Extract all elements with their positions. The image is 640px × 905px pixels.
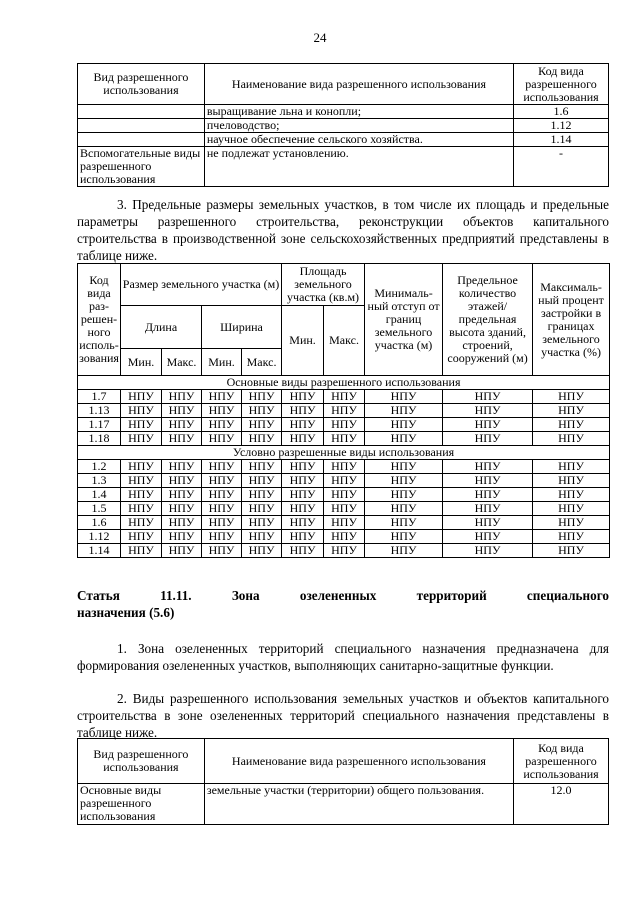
heading-word: Статья: [77, 588, 120, 603]
section-conditional-uses: Условно разрешенные виды использования: [78, 446, 610, 460]
paragraph-1-text: 1. Зона озелененных территорий специального назначения предназначена для формирования озелененных участков, выполняющих санитарно-защитные функции.: [77, 641, 609, 673]
table-row: [78, 544, 610, 558]
npu-cell: НПУ: [121, 418, 162, 432]
heading-word: озелененных: [299, 588, 377, 603]
npu-cell: НПУ: [282, 390, 324, 404]
npu-cell: НПУ: [162, 474, 202, 488]
use-code-cell: 1.6: [514, 105, 609, 119]
npu-cell: НПУ: [242, 432, 282, 446]
use-name-cell: пчеловодство;: [204, 119, 513, 133]
npu-cell: НПУ: [324, 516, 365, 530]
npu-cell: НПУ: [121, 432, 162, 446]
use-name-cell: научное обеспечение сельского хозяйства.: [204, 133, 513, 147]
use-kind-cell: [78, 105, 205, 119]
table-header-row: [78, 64, 609, 105]
npu-cell: НПУ: [533, 544, 610, 558]
article-heading-line-1: [77, 587, 609, 604]
npu-cell: НПУ: [365, 474, 443, 488]
npu-cell: НПУ: [324, 460, 365, 474]
header-area: Площадь земельного участка (кв.м): [282, 264, 365, 306]
npu-cell: НПУ: [365, 544, 443, 558]
heading-word: Зона: [231, 588, 260, 603]
npu-cell: НПУ: [443, 418, 533, 432]
npu-cell: НПУ: [121, 474, 162, 488]
npu-cell: НПУ: [242, 544, 282, 558]
npu-cell: НПУ: [121, 404, 162, 418]
npu-cell: НПУ: [202, 404, 242, 418]
npu-cell: НПУ: [533, 460, 610, 474]
npu-cell: НПУ: [443, 460, 533, 474]
npu-cell: НПУ: [365, 460, 443, 474]
npu-cell: НПУ: [242, 516, 282, 530]
npu-cell: НПУ: [324, 418, 365, 432]
header-use-code: Код вида разрешенного использования: [514, 64, 609, 105]
npu-cell: НПУ: [443, 404, 533, 418]
npu-cell: НПУ: [121, 544, 162, 558]
npu-cell: НПУ: [202, 502, 242, 516]
table-row: [78, 432, 610, 446]
npu-cell: НПУ: [533, 502, 610, 516]
npu-cell: НПУ: [282, 530, 324, 544]
paragraph-2: [77, 690, 609, 741]
table-row: [78, 119, 609, 133]
header-length-max: Макс.: [162, 349, 202, 376]
npu-cell: НПУ: [282, 418, 324, 432]
npu-cell: НПУ: [365, 418, 443, 432]
permitted-use-table-continued: [77, 63, 609, 187]
npu-cell: НПУ: [121, 390, 162, 404]
code-cell: 1.7: [78, 390, 121, 404]
header-width-min: Мин.: [202, 349, 242, 376]
npu-cell: НПУ: [121, 530, 162, 544]
green-zone-permitted-use-table: [77, 738, 609, 825]
main-uses-group: [78, 376, 610, 446]
section-main-uses: Основные виды разрешенного использования: [78, 376, 610, 390]
code-cell: 1.14: [78, 544, 121, 558]
npu-cell: НПУ: [443, 502, 533, 516]
table-row: [78, 784, 609, 825]
use-code-cell: 1.14: [514, 133, 609, 147]
npu-cell: НПУ: [324, 474, 365, 488]
paragraph-1: [77, 640, 609, 674]
npu-cell: НПУ: [121, 460, 162, 474]
header-use-name: Наименование вида разрешенного использования: [204, 739, 513, 784]
npu-cell: НПУ: [324, 530, 365, 544]
use-name-cell: выращивание льна и конопли;: [204, 105, 513, 119]
npu-cell: НПУ: [282, 544, 324, 558]
code-cell: 1.18: [78, 432, 121, 446]
table-row: [78, 502, 610, 516]
npu-cell: НПУ: [242, 390, 282, 404]
npu-cell: НПУ: [162, 432, 202, 446]
npu-cell: НПУ: [202, 488, 242, 502]
use-name-cell: земельные участки (территории) общего пользования.: [204, 784, 513, 825]
npu-cell: НПУ: [162, 516, 202, 530]
npu-cell: НПУ: [162, 502, 202, 516]
header-length: Длина: [121, 306, 202, 349]
npu-cell: НПУ: [365, 390, 443, 404]
npu-cell: НПУ: [443, 488, 533, 502]
npu-cell: НПУ: [365, 502, 443, 516]
npu-cell: НПУ: [162, 404, 202, 418]
npu-cell: НПУ: [282, 502, 324, 516]
npu-cell: НПУ: [365, 488, 443, 502]
paragraph-3-text: 3. Предельные размеры земельных участков, в том числе их площадь и предельные параметры разрешенного строительства, реконструкции объектов капитального строительства в производственной зоне сельскохозяйственных предприятий представлены в таблице ниже.: [77, 197, 609, 263]
npu-cell: НПУ: [324, 544, 365, 558]
paragraph-3: [77, 196, 609, 264]
table-row: [78, 418, 610, 432]
npu-cell: НПУ: [533, 474, 610, 488]
table-row: [78, 516, 610, 530]
header-use-kind: Вид разрешенного использования: [78, 64, 205, 105]
header-use-kind: Вид разрешенного использования: [78, 739, 205, 784]
npu-cell: НПУ: [202, 474, 242, 488]
npu-cell: НПУ: [533, 390, 610, 404]
table-row: [78, 488, 610, 502]
npu-cell: НПУ: [202, 432, 242, 446]
header-floors: Предельное количество этажей/ предельная высота зданий, строений, сооружений (м): [443, 264, 533, 376]
npu-cell: НПУ: [443, 474, 533, 488]
code-cell: 1.12: [78, 530, 121, 544]
table-row: [78, 474, 610, 488]
use-kind-cell: [78, 119, 205, 133]
npu-cell: НПУ: [324, 390, 365, 404]
npu-cell: НПУ: [162, 460, 202, 474]
npu-cell: НПУ: [242, 502, 282, 516]
heading-word: 11.11.: [160, 588, 192, 603]
npu-cell: НПУ: [242, 418, 282, 432]
use-name-cell: не подлежат установлению.: [204, 147, 513, 187]
npu-cell: НПУ: [121, 502, 162, 516]
npu-cell: НПУ: [282, 460, 324, 474]
npu-cell: НПУ: [242, 404, 282, 418]
npu-cell: НПУ: [162, 488, 202, 502]
npu-cell: НПУ: [242, 460, 282, 474]
npu-cell: НПУ: [242, 474, 282, 488]
npu-cell: НПУ: [324, 488, 365, 502]
header-use-code: Код вида разрешенного использования: [514, 739, 609, 784]
npu-cell: НПУ: [121, 488, 162, 502]
header-code: Код вида раз-решен-ного исполь-зования: [78, 264, 121, 376]
code-cell: 1.4: [78, 488, 121, 502]
npu-cell: НПУ: [202, 544, 242, 558]
npu-cell: НПУ: [202, 390, 242, 404]
code-cell: 1.5: [78, 502, 121, 516]
npu-cell: НПУ: [533, 418, 610, 432]
table-row: [78, 460, 610, 474]
table-row: [78, 105, 609, 119]
npu-cell: НПУ: [282, 404, 324, 418]
npu-cell: НПУ: [365, 516, 443, 530]
header-area-min: Мин.: [282, 306, 324, 376]
npu-cell: НПУ: [162, 544, 202, 558]
code-cell: 1.3: [78, 474, 121, 488]
npu-cell: НПУ: [162, 530, 202, 544]
header-width-max: Макс.: [242, 349, 282, 376]
npu-cell: НПУ: [533, 530, 610, 544]
code-cell: 1.6: [78, 516, 121, 530]
use-kind-cell: Вспомогательные виды разрешенного использования: [78, 147, 205, 187]
code-cell: 1.2: [78, 460, 121, 474]
use-code-cell: -: [514, 147, 609, 187]
npu-cell: НПУ: [443, 544, 533, 558]
limit-parameters-table: [77, 263, 610, 558]
header-offset: Минималь-ный отступ от границ земельного участка (м): [365, 264, 443, 376]
npu-cell: НПУ: [202, 516, 242, 530]
npu-cell: НПУ: [282, 488, 324, 502]
code-cell: 1.17: [78, 418, 121, 432]
heading-word: территорий: [416, 588, 487, 603]
npu-cell: НПУ: [202, 460, 242, 474]
npu-cell: НПУ: [324, 502, 365, 516]
npu-cell: НПУ: [282, 474, 324, 488]
npu-cell: НПУ: [443, 530, 533, 544]
npu-cell: НПУ: [242, 530, 282, 544]
npu-cell: НПУ: [365, 404, 443, 418]
npu-cell: НПУ: [242, 488, 282, 502]
npu-cell: НПУ: [282, 432, 324, 446]
use-kind-cell: Основные виды разрешенного использования: [78, 784, 205, 825]
conditional-uses-group: [78, 446, 610, 558]
table-row: [78, 390, 610, 404]
use-kind-cell: [78, 133, 205, 147]
npu-cell: НПУ: [365, 530, 443, 544]
npu-cell: НПУ: [282, 516, 324, 530]
npu-cell: НПУ: [162, 418, 202, 432]
header-percent: Максималь-ный процент застройки в границах земельного участка (%): [533, 264, 610, 376]
header-size: Размер земельного участка (м): [121, 264, 282, 306]
article-heading-line-2: назначения (5.6): [77, 605, 175, 620]
article-heading: [77, 587, 609, 621]
npu-cell: НПУ: [121, 516, 162, 530]
npu-cell: НПУ: [324, 432, 365, 446]
npu-cell: НПУ: [202, 530, 242, 544]
npu-cell: НПУ: [443, 390, 533, 404]
npu-cell: НПУ: [365, 432, 443, 446]
paragraph-2-text: 2. Виды разрешенного использования земельных участков и объектов капитального строительства в зоне озелененных территорий специального назначения представлены в таблице ниже.: [77, 691, 609, 740]
npu-cell: НПУ: [443, 516, 533, 530]
npu-cell: НПУ: [324, 404, 365, 418]
use-code-cell: 1.12: [514, 119, 609, 133]
npu-cell: НПУ: [443, 432, 533, 446]
header-length-min: Мин.: [121, 349, 162, 376]
table-row: [78, 530, 610, 544]
npu-cell: НПУ: [533, 488, 610, 502]
header-use-name: Наименование вида разрешенного использования: [204, 64, 513, 105]
table-row: [78, 133, 609, 147]
table-row: [78, 147, 609, 187]
npu-cell: НПУ: [533, 516, 610, 530]
npu-cell: НПУ: [202, 418, 242, 432]
page-number: 24: [313, 30, 327, 45]
npu-cell: НПУ: [533, 404, 610, 418]
npu-cell: НПУ: [162, 390, 202, 404]
heading-word: специального: [526, 588, 609, 603]
code-cell: 1.13: [78, 404, 121, 418]
npu-cell: НПУ: [533, 432, 610, 446]
table-header-row: [78, 739, 609, 784]
header-area-max: Макс.: [324, 306, 365, 376]
header-width: Ширина: [202, 306, 282, 349]
table-row: [78, 404, 610, 418]
use-code-cell: 12.0: [514, 784, 609, 825]
